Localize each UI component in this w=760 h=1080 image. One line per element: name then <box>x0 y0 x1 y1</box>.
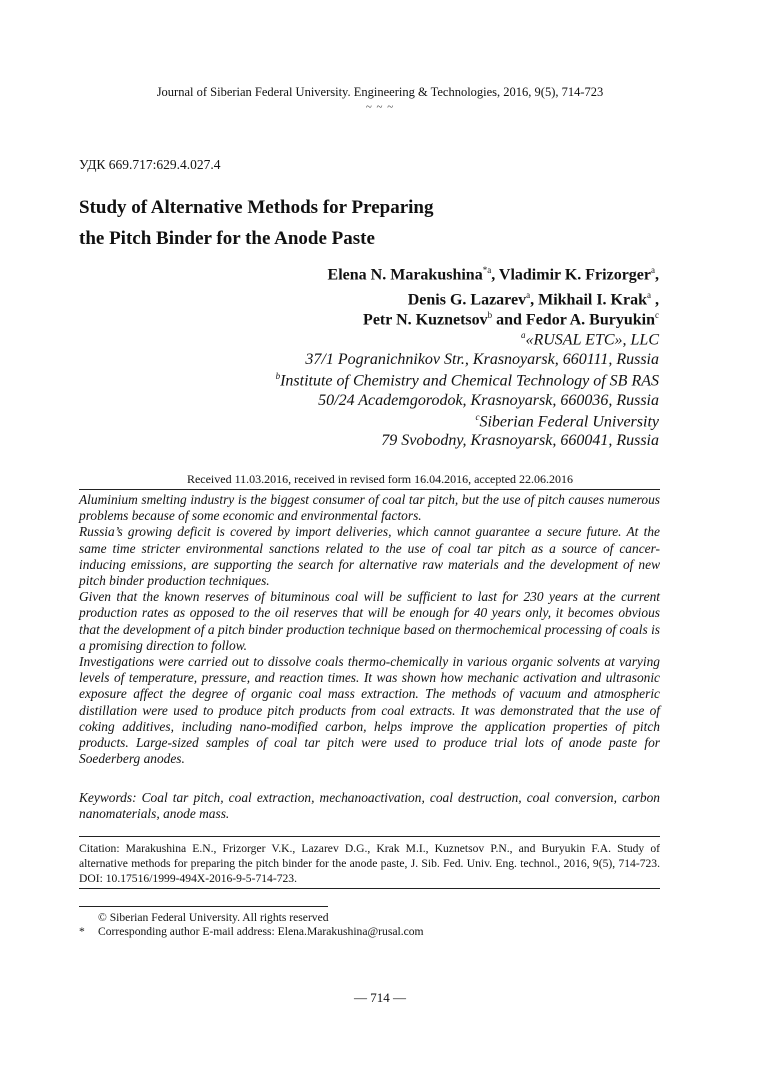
affiliation-text: Siberian Federal University <box>479 413 659 431</box>
keywords: Keywords: Coal tar pitch, coal extraction, mechanoactivation, coal destruction, coal conversion, carbon nanomaterials, anode mass. <box>79 790 660 822</box>
affiliation-b-name <box>276 371 659 390</box>
author-name: , Mikhail I. Krak <box>530 291 647 309</box>
affiliation-mark: a <box>520 330 526 340</box>
author-name: Petr N. Kuznetsov <box>363 311 488 329</box>
affiliation-b-address: 50/24 Academgorodok, Krasnoyarsk, 660036, Russia <box>318 392 659 409</box>
author-name: , Vladimir K. Frizorger <box>491 266 651 284</box>
affiliation-text: Institute of Chemistry and Chemical Technology of SB RAS <box>280 372 659 390</box>
affiliation-text: «RUSAL ETC», LLC <box>525 331 659 349</box>
received-dates: Received 11.03.2016, received in revised form 16.04.2016, accepted 22.06.2016 <box>186 472 574 486</box>
abstract-paragraph: Russia’s growing deficit is covered by import deliveries, which cannot guarantee a secure future. At the same time stricter environmental sanctions related to the use of coal tar pitch as a source of cancer-inducing emissions, are supporting the search for alternative raw materials and the development of new pitch binder production techniques. <box>79 524 660 589</box>
author-affiliation-mark: a <box>526 290 531 300</box>
author-affiliation-mark: c <box>655 310 659 320</box>
affiliation-c-name <box>475 412 659 431</box>
paper-title-line-1: Study of Alternative Methods for Preparing <box>79 197 434 218</box>
authors-line-2 <box>408 290 659 309</box>
abstract-paragraph: Aluminium smelting industry is the biggest consumer of coal tar pitch, but the use of pitch causes numerous problems because of some economic and environmental factors. <box>79 492 660 524</box>
affiliation-c-address: 79 Svobodny, Krasnoyarsk, 660041, Russia <box>381 432 659 449</box>
authors-line-3 <box>363 310 659 329</box>
journal-header: Journal of Siberian Federal University. Engineering & Technologies, 2016, 9(5), 714-723 <box>156 85 604 99</box>
abstract-paragraph: Given that the known reserves of bituminous coal will be sufficient to last for 230 years at the current production rates as opposed to the oil reserves that will be enough for 40 years only, it becomes obvious that the development of a pitch binder production technique based on thermochemical processing of coals is a promising direction to follow. <box>79 589 660 653</box>
udc-code: УДК 669.717:629.4.027.4 <box>79 157 221 172</box>
author-affiliation-mark: b <box>487 310 493 320</box>
copyright-footnote: © Siberian Federal University. All rights reserved <box>98 911 329 924</box>
authors-line-1 <box>328 265 659 284</box>
author-name: Denis G. Lazarev <box>407 291 527 309</box>
header-ornament: ~ ~ ~ <box>365 101 395 113</box>
author-name: Elena N. Marakushina <box>327 266 483 284</box>
affiliation-mark: b <box>275 371 281 381</box>
corresponding-author-footnote: Corresponding author E-mail address: Elena.Marakushina@rusal.com <box>98 925 424 938</box>
abstract <box>79 492 660 767</box>
author-separator: , <box>651 291 659 309</box>
page-number: — 714 — <box>354 990 406 1005</box>
author-separator: , <box>655 266 659 284</box>
abstract-paragraph: Investigations were carried out to dissolve coals thermo-chemically in various organic solvents at varying levels of temperature, pressure, and reaction times. It was shown how mechanic activation and ultrasonic exposure affect the degree of organic coal mass extraction. The methods of vacuum and atmospheric distillation were used to produce pitch products from coal extracts. It was demonstrated that the use of coking additives, including nano-modified carbon, helps improve the application properties of pitch products. Large-sized samples of coal tar pitch were used to produce trial lots of anode paste for Soederberg anodes. <box>79 654 660 767</box>
affiliation-a-name <box>521 330 659 349</box>
divider <box>79 888 660 889</box>
divider <box>79 836 660 837</box>
corresponding-mark: * <box>79 925 85 938</box>
author-affiliation-mark: *a <box>482 265 492 275</box>
affiliation-a-address: 37/1 Pogranichnikov Str., Krasnoyarsk, 660111, Russia <box>305 351 659 368</box>
footnote-divider <box>79 906 328 907</box>
citation: Citation: Marakushina E.N., Frizorger V.K., Lazarev D.G., Krak M.I., Kuznetsov P.N., and Buryukin F.A. Study of alternative methods for preparing the pitch binder for the anode paste, J. Sib. Fed. Univ. Eng. technol., 2016, 9(5), 714-723. DOI: 10.17516/1999-494X-2016-9-5-714-723. <box>79 842 660 885</box>
author-name: and Fedor A. Buryukin <box>492 311 655 329</box>
divider <box>79 489 660 490</box>
affiliation-mark: c <box>475 412 480 422</box>
author-affiliation-mark: a <box>651 265 655 275</box>
paper-title-line-2: the Pitch Binder for the Anode Paste <box>79 228 375 249</box>
author-affiliation-mark: a <box>647 290 651 300</box>
